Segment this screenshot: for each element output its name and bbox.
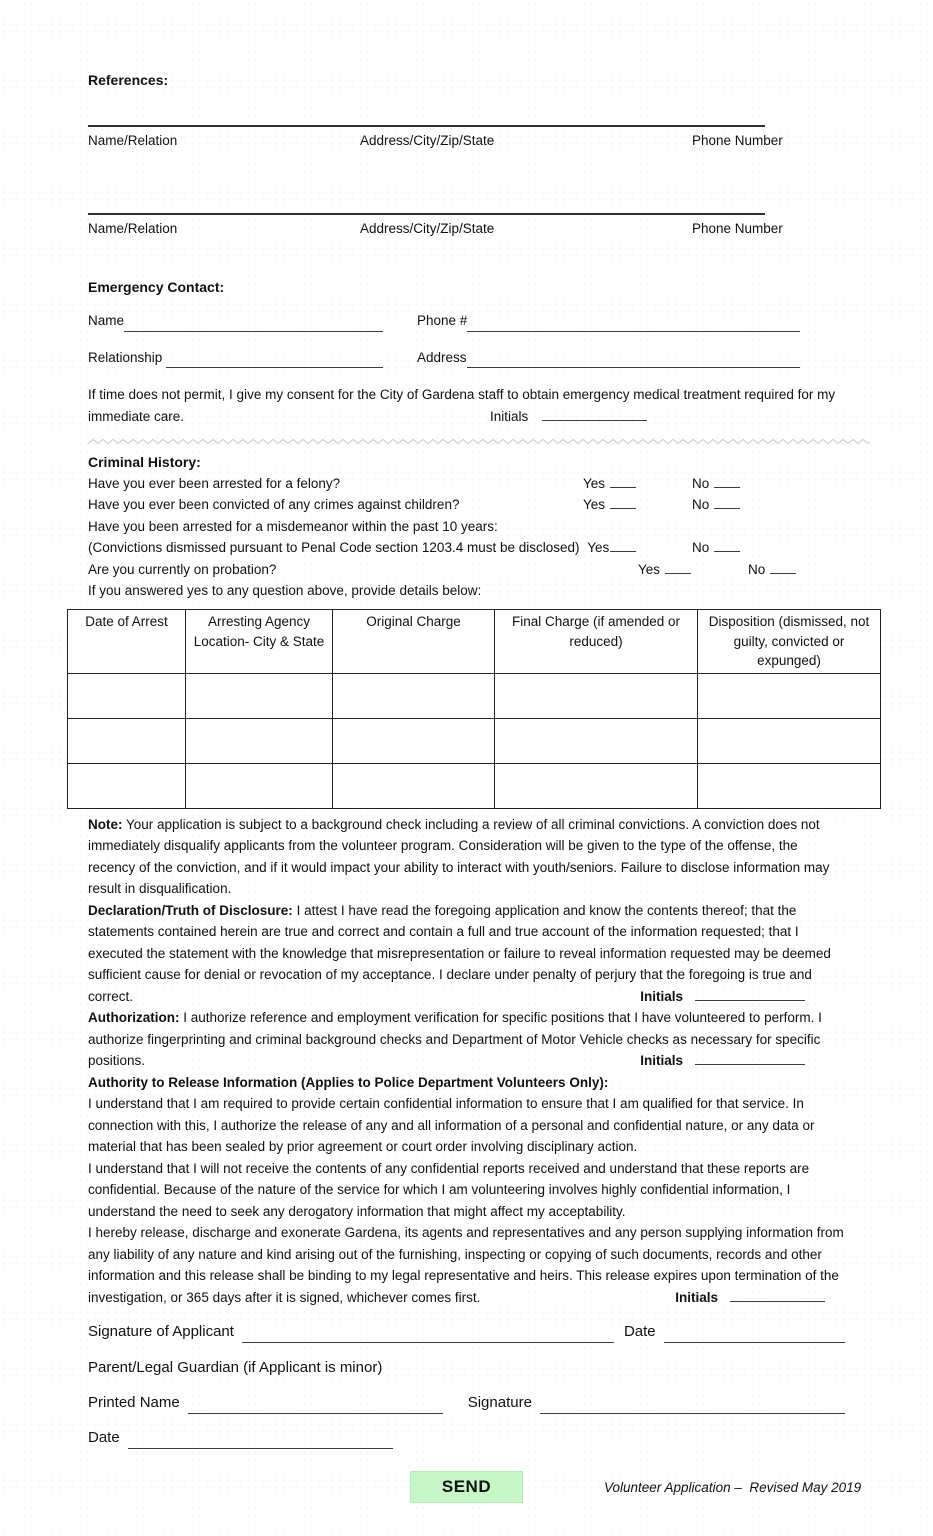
send-button[interactable]: SEND xyxy=(410,1471,523,1503)
criminal-history-table xyxy=(67,609,881,809)
guardian-date-line[interactable] xyxy=(128,1433,393,1449)
authorization-initials-label: Initials xyxy=(640,1053,683,1069)
printed-name-line[interactable] xyxy=(188,1398,443,1414)
emergency-relationship-label: Relationship xyxy=(88,349,163,365)
table-cell[interactable] xyxy=(698,763,881,808)
authorization-lead: Authorization: xyxy=(88,1010,180,1026)
table-cell[interactable] xyxy=(495,718,698,763)
felony-no-line[interactable] xyxy=(714,475,740,488)
emergency-relationship-line[interactable] xyxy=(166,352,383,368)
table-cell[interactable] xyxy=(333,763,495,808)
authorization-text: I authorize reference and employment verification for specific positions that I have volunteered to perform. I authorize fingerprinting and criminal background checks and Department of Motor Vehicle checks as necessary for specific positions. xyxy=(88,1010,822,1069)
table-row xyxy=(68,763,881,808)
zigzag-divider xyxy=(88,437,870,446)
authority-release-heading: Authority to Release Information (Applies to Police Department Volunteers Only): xyxy=(88,1074,609,1090)
table-cell[interactable] xyxy=(698,673,881,718)
reference-2-phone-label: Phone Number xyxy=(692,220,783,236)
probation-no-label: No xyxy=(748,561,766,577)
reference-2-labels xyxy=(88,218,845,240)
declaration-initials-line[interactable] xyxy=(695,988,805,1001)
declaration-paragraph xyxy=(88,900,845,1008)
guardian-heading: Parent/Legal Guardian (if Applicant is minor) xyxy=(88,1359,383,1377)
question-crimes-children-text: Have you ever been convicted of any crimes against children? xyxy=(88,497,460,513)
col-header-original-charge: Original Charge xyxy=(333,610,495,674)
note-paragraph xyxy=(88,814,845,900)
reference-2-address-label: Address/City/Zip/State xyxy=(360,220,495,236)
details-prompt-text: If you answered yes to any question above, provide details below: xyxy=(88,582,482,598)
authorization-initials-line[interactable] xyxy=(695,1052,805,1065)
table-cell[interactable] xyxy=(495,763,698,808)
applicant-signature-label: Signature of Applicant xyxy=(88,1323,234,1341)
question-misdemeanor-text: Have you been arrested for a misdemeanor within the past 10 years: xyxy=(88,518,498,534)
question-misdemeanor-note-row xyxy=(88,537,845,558)
question-probation-row xyxy=(88,559,845,580)
emergency-name-phone-row xyxy=(88,310,845,332)
guardian-date-row xyxy=(88,1426,478,1449)
emergency-name-line[interactable] xyxy=(124,316,383,332)
reference-1-labels xyxy=(88,130,845,152)
col-header-arresting-agency: Arresting Agency Location- City & State xyxy=(186,610,333,674)
applicant-date-line[interactable] xyxy=(664,1327,845,1343)
table-cell[interactable] xyxy=(333,718,495,763)
authority-paragraph-3 xyxy=(88,1222,845,1308)
question-felony-row xyxy=(88,473,845,494)
reference-1-address-label: Address/City/Zip/State xyxy=(360,133,495,148)
medical-consent-text: If time does not permit, I give my consent for the City of Gardena staff to obtain emergency medical treatment required for my immediate care. xyxy=(88,387,836,424)
reference-2-line[interactable] xyxy=(88,213,765,215)
criminal-history-heading: Criminal History: xyxy=(88,454,201,470)
question-crimes-children-row xyxy=(88,494,845,515)
emergency-contact-heading: Emergency Contact: xyxy=(88,279,225,295)
table-row xyxy=(68,718,881,763)
table-cell[interactable] xyxy=(495,673,698,718)
question-misdemeanor-row xyxy=(88,516,845,537)
applicant-signature-row xyxy=(88,1320,845,1343)
emergency-phone-label: Phone # xyxy=(417,313,468,328)
authority-paragraph-1: I understand that I am required to provide certain confidential information to ensure that I am qualified for that service. In connection with this, I authorize the release of any and all information of a personal and confidential nature, or any data or material that has been sealed by prior agreement or court order involving disciplinary action. xyxy=(88,1096,815,1155)
references-heading: References: xyxy=(88,72,169,88)
note-lead: Note: xyxy=(88,816,123,832)
emergency-relationship-address-row xyxy=(88,347,845,369)
children-no-line[interactable] xyxy=(714,496,740,509)
note-text: Your application is subject to a background check including a review of all criminal convictions. A conviction does not immediately disqualify applicants from the volunteer program. Consideration will be given to the type of the offense, the recency of the conviction, and if it would impact your ability to interact with youth/seniors. Failure to disclose information may result in disqualification. xyxy=(88,816,830,897)
table-cell[interactable] xyxy=(333,673,495,718)
col-header-disposition: Disposition (dismissed, not guilty, convicted or expunged) xyxy=(698,610,881,674)
misdemeanor-no-line[interactable] xyxy=(714,539,740,552)
guardian-signature-label: Signature xyxy=(467,1394,532,1412)
misdemeanor-no-label: No xyxy=(692,540,710,556)
question-misdemeanor-note-text: (Convictions dismissed pursuant to Penal Code section 1203.4 must be disclosed) xyxy=(88,540,580,556)
emergency-phone-line[interactable] xyxy=(467,316,800,332)
consent-initials-label: Initials xyxy=(490,408,529,424)
probation-yes-label: Yes xyxy=(638,561,661,577)
guardian-date-label: Date xyxy=(88,1429,120,1447)
children-no-label: No xyxy=(692,497,710,513)
table-cell[interactable] xyxy=(186,673,333,718)
declaration-initials-label: Initials xyxy=(640,988,683,1004)
applicant-date-label: Date xyxy=(623,1323,656,1341)
declaration-text: I attest I have read the foregoing application and know the contents thereof; that the statements contained herein are true and correct and contain a full and true account of the information requested; that I executed the statement with the knowledge that misrepresentation or failure to reveal information requested may be deemed sufficient cause for denial or revocation of my acceptance. I declare under penalty of perjury that the foregoing is true and correct. xyxy=(88,902,831,1004)
children-yes-label: Yes xyxy=(583,497,606,513)
reference-1-name-label: Name/Relation xyxy=(88,133,178,148)
reference-1-line[interactable] xyxy=(88,125,765,127)
children-yes-line[interactable] xyxy=(610,496,636,509)
declaration-lead: Declaration/Truth of Disclosure: xyxy=(88,902,293,918)
probation-no-line[interactable] xyxy=(770,561,796,574)
felony-yes-label: Yes xyxy=(583,476,606,491)
page-footer xyxy=(88,1471,862,1511)
release-initials-label: Initials xyxy=(675,1289,718,1305)
applicant-signature-line[interactable] xyxy=(242,1327,614,1343)
misdemeanor-yes-line[interactable] xyxy=(610,539,636,552)
question-felony-text: Have you ever been arrested for a felony? xyxy=(88,476,341,491)
authority-paragraph-3-text: I hereby release, discharge and exonerate Gardena, its agents and representatives and any person supplying information from any liability of any nature and kind arising out of the furnishing, inspecting or copying of such documents, records and other information and this release shall be binding to my legal representative and heirs. This release expires upon termination of the investigation, or 365 days after it is signed, whichever comes first. xyxy=(88,1225,844,1305)
table-cell[interactable] xyxy=(186,718,333,763)
reference-1-phone-label: Phone Number xyxy=(692,133,783,148)
table-cell[interactable] xyxy=(186,763,333,808)
details-prompt-row xyxy=(88,580,845,601)
authorization-paragraph xyxy=(88,1007,845,1072)
question-probation-text: Are you currently on probation? xyxy=(88,561,277,577)
table-cell[interactable] xyxy=(68,763,186,808)
reference-2-name-label: Name/Relation xyxy=(88,220,178,236)
guardian-name-signature-row xyxy=(88,1391,845,1414)
guardian-signature-line[interactable] xyxy=(540,1398,845,1414)
table-cell[interactable] xyxy=(68,673,186,718)
table-header-row xyxy=(68,610,881,674)
emergency-name-label: Name xyxy=(88,313,125,328)
probation-yes-line[interactable] xyxy=(665,561,691,574)
emergency-address-label: Address xyxy=(417,349,467,365)
table-cell[interactable] xyxy=(698,718,881,763)
felony-no-label: No xyxy=(692,476,710,491)
col-header-final-charge: Final Charge (if amended or reduced) xyxy=(495,610,698,674)
misdemeanor-yes-label: Yes xyxy=(587,540,610,556)
revision-note: Volunteer Application – Revised May 2019 xyxy=(604,1480,862,1496)
authority-paragraph-2: I understand that I will not receive the contents of any confidential reports received and understand that these reports are confidential. Because of the nature of the service for which I am volunteering involves highly confidential information, I understand the need to seek any derogatory information that might affect my acceptability. xyxy=(88,1160,810,1219)
col-header-date-of-arrest: Date of Arrest xyxy=(68,610,186,674)
legal-section xyxy=(88,814,845,1309)
consent-initials-line[interactable] xyxy=(542,408,647,421)
medical-consent-statement xyxy=(88,384,845,427)
table-cell[interactable] xyxy=(68,718,186,763)
printed-name-label: Printed Name xyxy=(88,1394,180,1412)
felony-yes-line[interactable] xyxy=(610,475,636,488)
table-row xyxy=(68,673,881,718)
emergency-address-line[interactable] xyxy=(467,352,800,368)
release-initials-line[interactable] xyxy=(730,1289,825,1302)
